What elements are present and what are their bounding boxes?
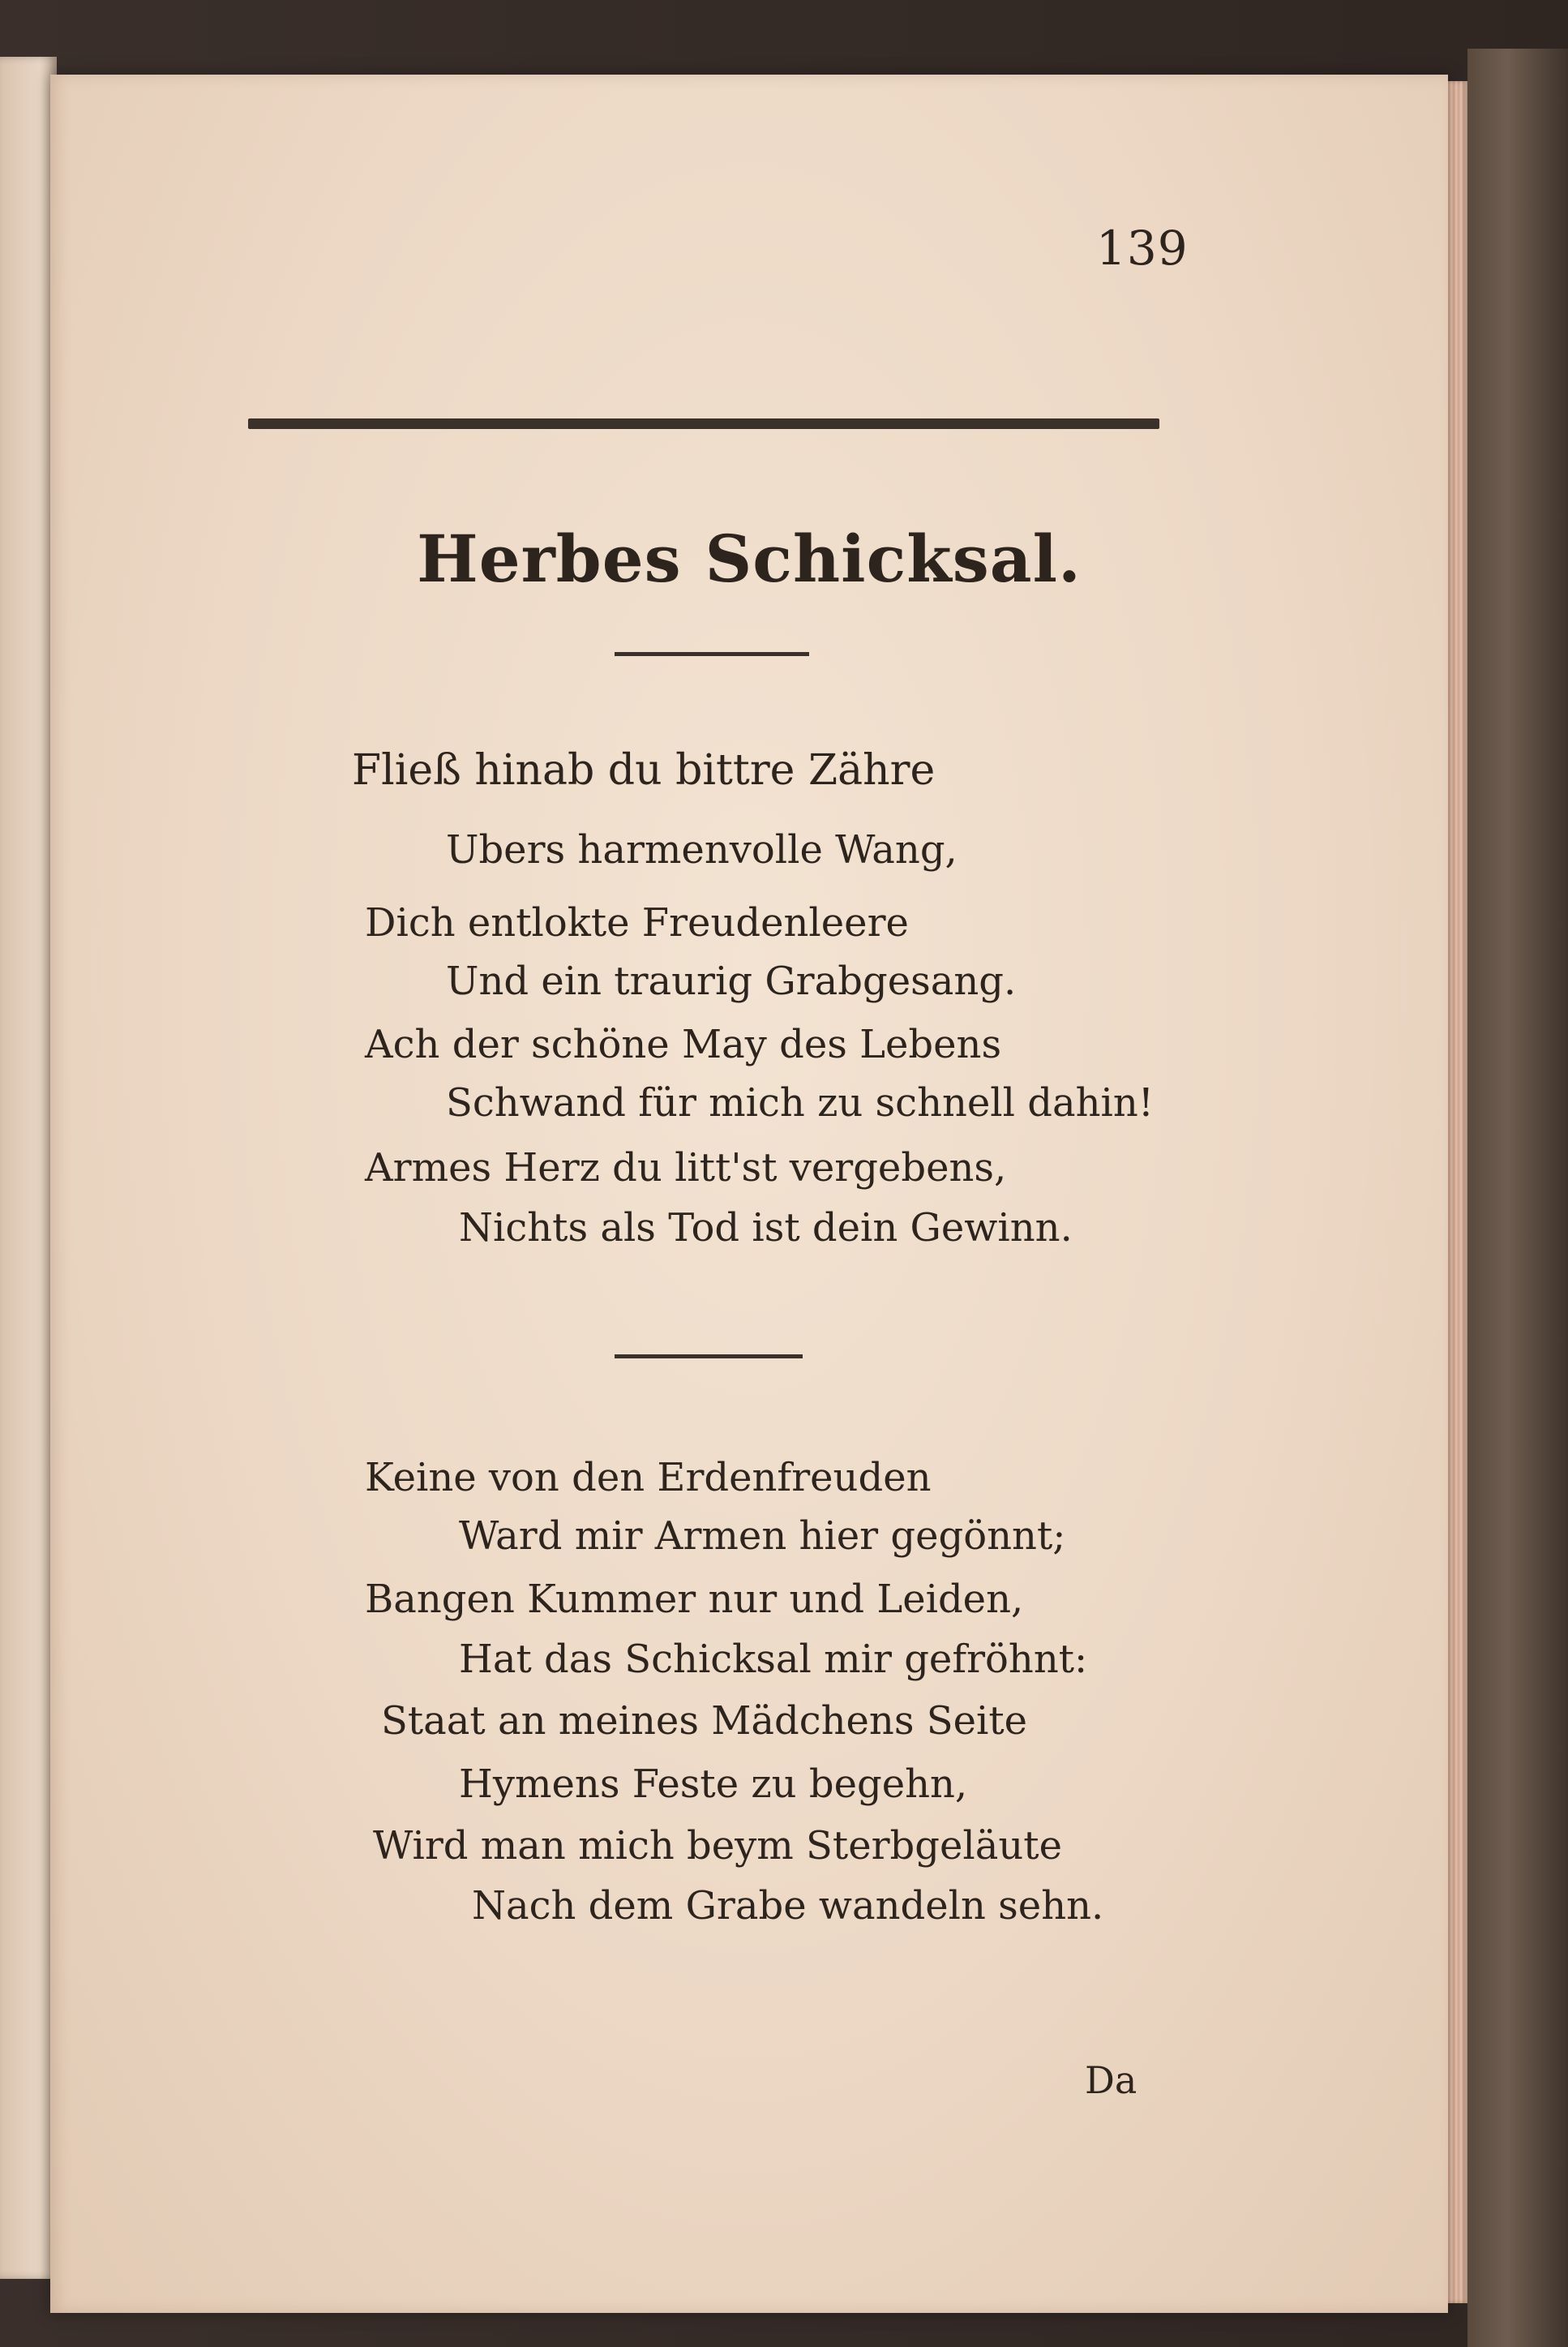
poem-line: Keine von den Erdenfreuden	[365, 1455, 932, 1500]
poem-line: Dich entlokte Freudenleere	[365, 900, 909, 946]
poem-line: Bangen Kummer nur und Leiden,	[365, 1577, 1024, 1622]
poem-line: Wird man mich beym Sterbgeläute	[373, 1823, 1062, 1869]
header-rule	[248, 418, 1159, 429]
book-spine	[1467, 49, 1568, 2347]
catchword: Da	[1085, 2058, 1137, 2102]
page-number: 139	[1096, 221, 1189, 276]
poem-line: Ubers harmenvolle Wang,	[446, 827, 958, 873]
poem-line: Und ein traurig Grabgesang.	[446, 959, 1017, 1004]
poem-line: Staat an meines Mädchens Seite	[381, 1698, 1028, 1744]
poem-line: Hymens Feste zu begehn,	[459, 1761, 968, 1807]
poem-line: Ach der schöne May des Lebens	[365, 1022, 1002, 1067]
left-page-edge	[0, 57, 57, 2279]
poem-line: Fließ hinab du bittre Zähre	[352, 746, 936, 795]
book-page	[50, 75, 1448, 2313]
poem-title: Herbes Schicksal.	[417, 521, 1082, 597]
poem-line: Nach dem Grabe wandeln sehn.	[472, 1883, 1104, 1929]
poem-line: Ward mir Armen hier gegönnt;	[459, 1513, 1066, 1559]
poem-line: Armes Herz du litt'st vergebens,	[365, 1145, 1007, 1191]
stanza-divider	[615, 1354, 803, 1358]
poem-line: Schwand für mich zu schnell dahin!	[446, 1080, 1155, 1126]
poem-line: Hat das Schicksal mir gefröhnt:	[459, 1637, 1088, 1682]
title-divider	[615, 652, 809, 656]
poem-line: Nichts als Tod ist dein Gewinn.	[459, 1205, 1073, 1251]
